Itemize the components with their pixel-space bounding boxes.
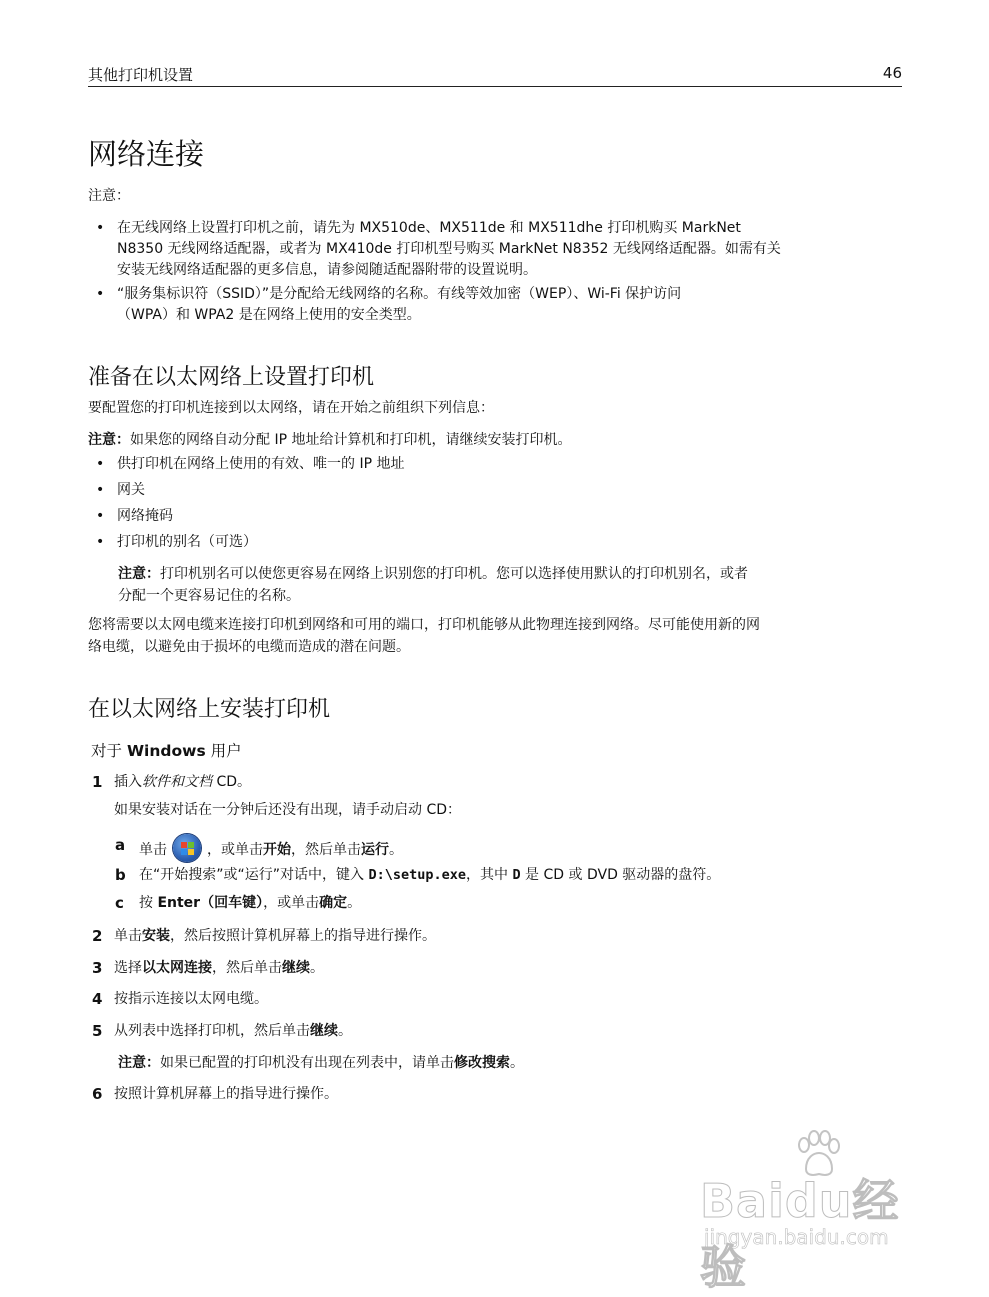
step-text: 。 xyxy=(310,960,324,976)
note-label: 注意： xyxy=(88,432,130,448)
paragraph-line: 您将需要以太网电缆来连接打印机到网络和可用的端口，打印机能够从此物理连接到网络。尽可能使用新的网 xyxy=(88,617,760,633)
code-text: D xyxy=(512,867,521,883)
step-text: 。 xyxy=(338,1023,352,1039)
step-5-note xyxy=(118,1052,524,1074)
substep-text: ，然后单击 xyxy=(291,842,361,858)
note-text: 。 xyxy=(510,1055,524,1071)
step-number: 1 xyxy=(92,773,103,791)
step-text: 按照计算机屏幕上的指导进行操作。 xyxy=(114,1086,338,1102)
substep-text: 按 xyxy=(139,895,158,911)
ui-term: 修改搜索 xyxy=(454,1055,510,1071)
subheading-post: 用户 xyxy=(205,742,242,760)
windows-start-icon[interactable] xyxy=(173,834,201,862)
note-line: 分配一个更容易记住的名称。 xyxy=(118,588,300,604)
step-text: ，然后单击 xyxy=(212,960,282,976)
ui-term: Enter（回车键） xyxy=(157,895,264,911)
section-heading: 准备在以太网络上设置打印机 xyxy=(88,365,375,390)
step-text-end: CD。 xyxy=(212,774,252,790)
step-info: 如果安装对话在一分钟后还没有出现，请手动启动 CD： xyxy=(114,802,462,818)
step-text: 按指示连接以太网电缆。 xyxy=(114,991,268,1007)
ui-term: 以太网连接 xyxy=(142,960,212,976)
subheading-os: Windows xyxy=(126,742,206,760)
bullet-icon: • xyxy=(96,220,105,236)
ui-term: 安装 xyxy=(142,928,170,944)
step-text: ，然后按照计算机屏幕上的指导进行操作。 xyxy=(170,928,436,944)
substep-letter: b xyxy=(115,866,126,884)
bullet-icon: • xyxy=(96,456,105,472)
ui-term: 运行 xyxy=(361,842,389,858)
subheading xyxy=(91,739,242,761)
note-text: 如果已配置的打印机没有出现在列表中，请单击 xyxy=(160,1055,454,1071)
note-line: 在无线网络上设置打印机之前，请先为 MX510de、MX511de 和 MX511dhe 打印机购买 MarkNet xyxy=(117,220,741,236)
substep-text: 在“开始搜索”或“运行”对话中，键入 xyxy=(139,867,369,883)
paragraph-line: 络电缆，以避免由于损坏的电缆而造成的潜在问题。 xyxy=(88,639,410,655)
watermark-url: jingyan.baidu.com xyxy=(704,1225,889,1249)
ui-term: 继续 xyxy=(310,1023,338,1039)
note-label: 注意： xyxy=(118,1055,160,1071)
ui-term: 继续 xyxy=(282,960,310,976)
substep-text: 是 CD 或 DVD 驱动器的盘符。 xyxy=(520,867,721,883)
step-text: 选择 xyxy=(114,960,142,976)
note-line: N8350 无线网络适配器，或者为 MX410de 打印机型号购买 MarkNet N8352 无线网络适配器。如需有关 xyxy=(117,241,781,257)
page-title: 网络连接 xyxy=(88,137,205,171)
list-item-text: 供打印机在网络上使用的有效、唯一的 IP 地址 xyxy=(117,456,405,472)
substep-letter: c xyxy=(115,894,124,912)
code-text: D:\setup.exe xyxy=(368,867,467,883)
alias-note xyxy=(118,563,898,607)
note-line: “服务集标识符（SSID）”是分配给无线网络的名称。有线等效加密（WEP）、Wi-Fi 保护访问 xyxy=(117,286,682,302)
section-note xyxy=(88,429,571,451)
ui-term: 确定 xyxy=(319,895,348,911)
step-text: 单击 xyxy=(114,928,142,944)
step-italic: 软件和文档 xyxy=(142,774,212,790)
bullet-icon: • xyxy=(96,482,105,498)
section-intro: 要配置您的打印机连接到以太网络，请在开始之前组织下列信息： xyxy=(88,400,494,416)
substep-letter: a xyxy=(115,836,126,854)
step-text: 从列表中选择打印机，然后单击 xyxy=(114,1023,310,1039)
watermark xyxy=(700,1125,940,1294)
note-line: 打印机别名可以使您更容易在网络上识别您的打印机。您可以选择使用默认的打印机别名，或者 xyxy=(160,566,748,582)
step-number: 3 xyxy=(92,959,103,977)
substep-text: 。 xyxy=(347,895,362,911)
note-text: 如果您的网络自动分配 IP 地址给计算机和打印机，请继续安装打印机。 xyxy=(130,432,572,448)
ui-term: 开始 xyxy=(263,842,291,858)
bullet-icon: • xyxy=(96,534,105,550)
substep-text: 。 xyxy=(389,842,403,858)
subheading-pre: 对于 xyxy=(91,742,127,760)
bullet-icon: • xyxy=(96,286,105,302)
bullet-icon: • xyxy=(96,508,105,524)
note-line: （WPA）和 WPA2 是在网络上使用的安全类型。 xyxy=(117,307,421,323)
header-section-title: 其他打印机设置 xyxy=(88,66,194,84)
page-number: 46 xyxy=(882,64,902,82)
note-label: 注意： xyxy=(88,188,130,204)
list-item-text: 网关 xyxy=(117,482,145,498)
step-number: 5 xyxy=(92,1022,103,1040)
note-label: 注意： xyxy=(118,566,160,582)
note-line: 安装无线网络适配器的更多信息，请参阅随适配器附带的设置说明。 xyxy=(117,262,537,278)
cable-paragraph xyxy=(88,614,903,658)
step-number: 2 xyxy=(92,927,103,945)
step-number: 4 xyxy=(92,990,103,1008)
substep-text: ，或单击 xyxy=(263,895,320,911)
list-item-text: 打印机的别名（可选） xyxy=(117,534,257,550)
substep-text: ，其中 xyxy=(466,867,513,883)
list-item-text: 网络掩码 xyxy=(117,508,173,524)
section-heading: 在以太网络上安装打印机 xyxy=(88,697,331,722)
step-number: 6 xyxy=(92,1085,103,1103)
watermark-brand: Baidu经验 xyxy=(700,1174,900,1294)
page-header xyxy=(88,64,902,87)
step-text: 插入 xyxy=(114,774,142,790)
substep-text: ，或单击 xyxy=(207,842,263,858)
substep-text: 单击 xyxy=(139,842,167,858)
